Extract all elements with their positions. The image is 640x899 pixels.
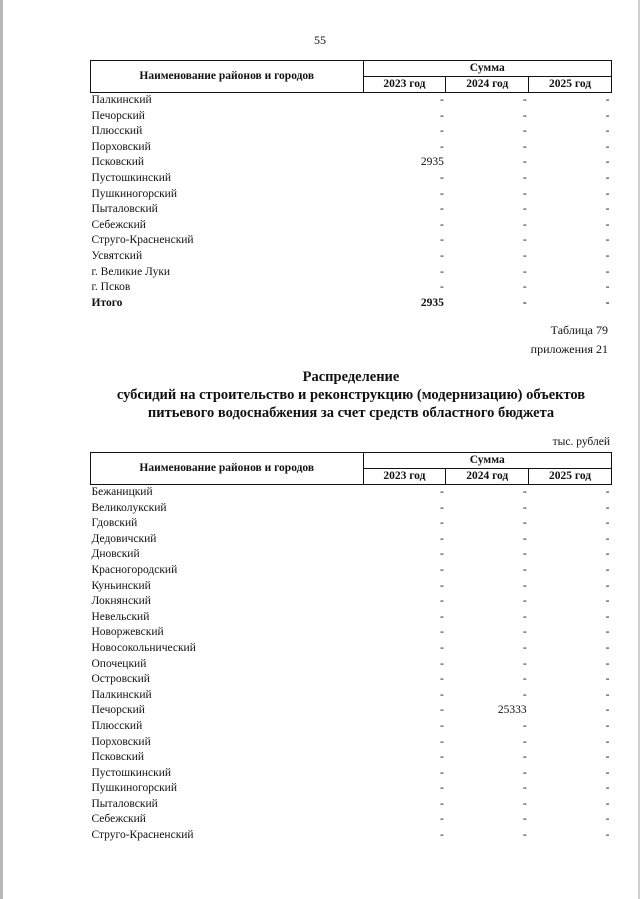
value-2025: - xyxy=(605,517,610,530)
value-2025: - xyxy=(605,797,610,810)
table-row xyxy=(91,202,612,218)
table-body xyxy=(91,485,612,844)
district-name: Себежский xyxy=(91,218,146,231)
table-row xyxy=(91,485,612,501)
district-name: Опочецкий xyxy=(91,657,147,670)
table-row xyxy=(91,501,612,517)
header-sum: Сумма xyxy=(363,61,612,77)
table-row xyxy=(91,828,612,844)
scan-edge-left xyxy=(0,0,3,899)
value-2023: - xyxy=(439,797,444,810)
table-number: Таблица 79 xyxy=(550,323,608,337)
value-2024: - xyxy=(522,548,527,561)
district-name: Плюсский xyxy=(91,719,143,732)
value-2024: - xyxy=(522,688,527,701)
district-name: Псковский xyxy=(91,156,145,169)
value-2025: - xyxy=(605,673,610,686)
value-2025: - xyxy=(605,641,610,654)
value-2024: - xyxy=(522,579,527,592)
table-row xyxy=(91,672,612,688)
table-row xyxy=(91,233,612,249)
total-value-2023: 2935 xyxy=(420,296,444,309)
value-2024: - xyxy=(522,641,527,654)
value-2025: - xyxy=(605,688,610,701)
table-row xyxy=(91,547,612,563)
value-2024: - xyxy=(522,735,527,748)
value-2024: - xyxy=(522,156,527,169)
value-2023: - xyxy=(439,688,444,701)
value-2023: - xyxy=(439,265,444,278)
value-2025: - xyxy=(605,140,610,153)
table-row xyxy=(91,750,612,766)
value-2025: - xyxy=(605,109,610,122)
district-name: Палкинский xyxy=(91,688,152,701)
value-2023: - xyxy=(439,140,444,153)
table-row xyxy=(91,812,612,828)
value-2023: - xyxy=(439,595,444,608)
value-2025: - xyxy=(605,125,610,138)
value-2024: - xyxy=(522,234,527,247)
value-2023: - xyxy=(439,704,444,717)
value-2024: - xyxy=(522,125,527,138)
value-2024: - xyxy=(522,281,527,294)
value-2024: - xyxy=(522,517,527,530)
total-row xyxy=(91,296,612,312)
value-2025: - xyxy=(605,249,610,262)
district-name: Себежский xyxy=(91,813,146,826)
header-sum: Сумма xyxy=(363,453,612,469)
title-line-1: Распределение xyxy=(302,369,400,385)
value-2025: - xyxy=(605,156,610,169)
value-2023: - xyxy=(439,563,444,576)
value-2023: - xyxy=(439,782,444,795)
value-2024: - xyxy=(522,595,527,608)
value-2025: - xyxy=(605,501,610,514)
table-label xyxy=(531,321,608,359)
value-2024: - xyxy=(522,797,527,810)
table-row xyxy=(91,265,612,281)
header-district-name: Наименование районов и городов xyxy=(91,453,364,485)
value-2024: - xyxy=(522,626,527,639)
value-2023: - xyxy=(439,249,444,262)
value-2025: - xyxy=(605,234,610,247)
table-row xyxy=(91,688,612,704)
total-value-2024: - xyxy=(522,296,527,309)
header-year-2023: 2023 год xyxy=(363,77,446,93)
value-2024: - xyxy=(522,673,527,686)
value-2024: - xyxy=(522,94,527,106)
value-2023: - xyxy=(439,719,444,732)
value-2023: - xyxy=(439,673,444,686)
header-year-2025: 2025 год xyxy=(529,469,612,485)
value-2025: - xyxy=(605,171,610,184)
value-2025: - xyxy=(605,94,610,106)
district-name: Усвятский xyxy=(91,249,143,262)
table-row xyxy=(91,719,612,735)
page-number: 55 xyxy=(314,33,326,47)
value-2024: - xyxy=(522,532,527,545)
table-row xyxy=(91,171,612,187)
subsidy-distribution-table xyxy=(90,452,612,844)
value-2025: - xyxy=(605,563,610,576)
district-name: г. Псков xyxy=(91,281,131,294)
table-row xyxy=(91,124,612,140)
table-row xyxy=(91,109,612,125)
value-2025: - xyxy=(605,735,610,748)
value-2025: - xyxy=(605,532,610,545)
table-row xyxy=(91,155,612,171)
district-table-continued xyxy=(90,60,612,311)
value-2023: - xyxy=(439,234,444,247)
value-2025: - xyxy=(605,704,610,717)
value-2025: - xyxy=(605,657,610,670)
table-row xyxy=(91,735,612,751)
value-2024: - xyxy=(522,501,527,514)
value-2023: - xyxy=(439,187,444,200)
district-name: Пушкиногорский xyxy=(91,782,177,795)
units-label: тыс. рублей xyxy=(552,436,610,448)
value-2023: - xyxy=(439,766,444,779)
value-2023: - xyxy=(439,94,444,106)
value-2023: - xyxy=(439,735,444,748)
table-row xyxy=(91,625,612,641)
district-name: Куньинский xyxy=(91,579,151,592)
value-2023: - xyxy=(439,626,444,639)
title-line-3: питьевого водоснабжения за счет средств областного бюджета xyxy=(147,405,555,421)
header-year-2024: 2024 год xyxy=(446,469,529,485)
value-2024: - xyxy=(522,813,527,826)
district-name: Порховский xyxy=(91,140,151,153)
value-2023: - xyxy=(439,517,444,530)
district-name: Локнянский xyxy=(91,595,151,608)
document-title xyxy=(90,368,612,422)
value-2025: - xyxy=(605,626,610,639)
value-2024: - xyxy=(522,203,527,216)
district-name: Пустошкинский xyxy=(91,766,172,779)
value-2025: - xyxy=(605,751,610,764)
total-value-2025: - xyxy=(605,296,610,309)
value-2024: - xyxy=(522,782,527,795)
district-name: Порховский xyxy=(91,735,151,748)
value-2025: - xyxy=(605,203,610,216)
district-name: Пыталовский xyxy=(91,797,158,810)
table-row xyxy=(91,594,612,610)
value-2023: - xyxy=(439,657,444,670)
table-row xyxy=(91,610,612,626)
district-name: Пушкиногорский xyxy=(91,187,177,200)
value-2025: - xyxy=(605,187,610,200)
district-name: Бежаницкий xyxy=(91,486,153,498)
district-name: Печорский xyxy=(91,109,145,122)
value-2025: - xyxy=(605,610,610,623)
table-row xyxy=(91,140,612,156)
value-2024: - xyxy=(522,719,527,732)
value-2023: - xyxy=(439,610,444,623)
table-row xyxy=(91,781,612,797)
district-name: г. Великие Луки xyxy=(91,265,171,278)
table-row xyxy=(91,641,612,657)
value-2024: - xyxy=(522,109,527,122)
value-2024: - xyxy=(522,265,527,278)
header-district-name: Наименование районов и городов xyxy=(91,61,364,93)
value-2024: - xyxy=(522,187,527,200)
header-year-2024: 2024 год xyxy=(446,77,529,93)
district-name: Печорский xyxy=(91,704,145,717)
value-2025: - xyxy=(605,486,610,498)
value-2023: - xyxy=(439,548,444,561)
table-row xyxy=(91,187,612,203)
table-row xyxy=(91,516,612,532)
district-name: Дновский xyxy=(91,548,140,561)
value-2025: - xyxy=(605,548,610,561)
value-2025: - xyxy=(605,579,610,592)
district-name: Гдовский xyxy=(91,517,138,530)
value-2024: - xyxy=(522,171,527,184)
table-row xyxy=(91,657,612,673)
value-2024: - xyxy=(522,610,527,623)
district-name: Дедовичский xyxy=(91,532,157,545)
value-2023: - xyxy=(439,532,444,545)
value-2024: - xyxy=(522,657,527,670)
value-2025: - xyxy=(605,595,610,608)
table-row xyxy=(91,218,612,234)
value-2023: 2935 xyxy=(420,156,444,169)
header-year-2023: 2023 год xyxy=(363,469,446,485)
value-2025: - xyxy=(605,829,610,842)
district-name: Красногородский xyxy=(91,563,178,576)
value-2025: - xyxy=(605,281,610,294)
value-2024: - xyxy=(522,751,527,764)
table-row xyxy=(91,532,612,548)
value-2023: - xyxy=(439,218,444,231)
value-2023: - xyxy=(439,751,444,764)
district-name: Пустошкинский xyxy=(91,171,172,184)
value-2023: - xyxy=(439,579,444,592)
value-2023: - xyxy=(439,125,444,138)
value-2023: - xyxy=(439,486,444,498)
value-2024: - xyxy=(522,563,527,576)
value-2024: - xyxy=(522,140,527,153)
value-2024: - xyxy=(522,766,527,779)
value-2025: - xyxy=(605,265,610,278)
value-2025: - xyxy=(605,813,610,826)
district-name: Струго-Красненский xyxy=(91,829,194,842)
value-2024: - xyxy=(522,218,527,231)
district-name: Новосокольнический xyxy=(91,641,196,654)
value-2023: - xyxy=(439,171,444,184)
value-2025: - xyxy=(605,218,610,231)
value-2023: - xyxy=(439,641,444,654)
district-name: Великолукский xyxy=(91,501,167,514)
value-2023: - xyxy=(439,501,444,514)
table-row xyxy=(91,703,612,719)
district-name: Псковский xyxy=(91,751,145,764)
total-district-name: Итого xyxy=(91,296,123,309)
value-2023: - xyxy=(439,203,444,216)
value-2024: 25333 xyxy=(497,704,527,717)
header-year-2025: 2025 год xyxy=(529,77,612,93)
value-2024: - xyxy=(522,486,527,498)
value-2023: - xyxy=(439,813,444,826)
value-2023: - xyxy=(439,281,444,294)
table-row xyxy=(91,93,612,109)
value-2023: - xyxy=(439,109,444,122)
district-name: Плюсский xyxy=(91,125,143,138)
table-row xyxy=(91,249,612,265)
table-row xyxy=(91,563,612,579)
district-name: Новоржевский xyxy=(91,626,164,639)
appendix-number: приложения 21 xyxy=(530,342,608,356)
district-name: Невельский xyxy=(91,610,150,623)
district-name: Пыталовский xyxy=(91,203,158,216)
value-2023: - xyxy=(439,829,444,842)
table-row xyxy=(91,579,612,595)
table-row xyxy=(91,280,612,296)
value-2024: - xyxy=(522,829,527,842)
value-2025: - xyxy=(605,719,610,732)
table-body xyxy=(91,93,612,312)
district-name: Островский xyxy=(91,673,150,686)
district-name: Палкинский xyxy=(91,94,152,106)
district-name: Струго-Красненский xyxy=(91,234,194,247)
table-row xyxy=(91,766,612,782)
value-2025: - xyxy=(605,766,610,779)
title-line-2: субсидий на строительство и реконструкцию (модернизацию) объектов xyxy=(116,387,586,403)
value-2024: - xyxy=(522,249,527,262)
table-row xyxy=(91,797,612,813)
value-2025: - xyxy=(605,782,610,795)
